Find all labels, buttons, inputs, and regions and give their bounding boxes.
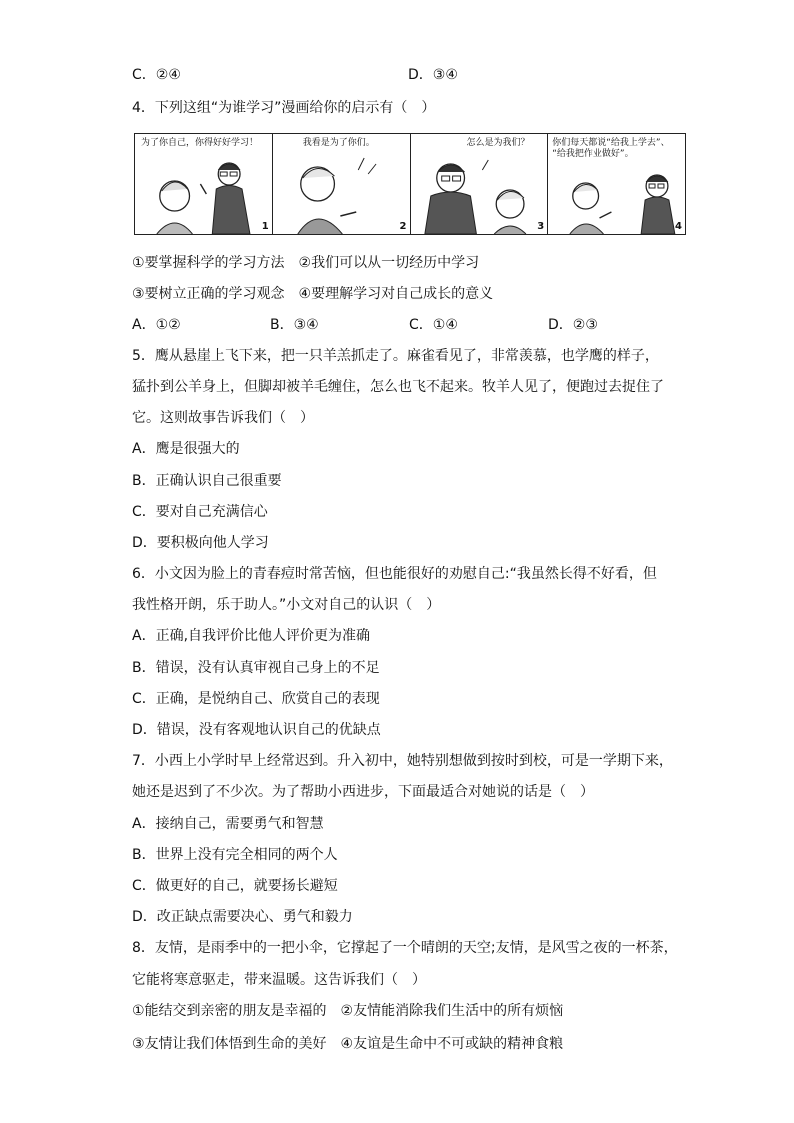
q8-stem-line-1: 8．友情，是雨季中的一把小伞，它撑起了一个晴朗的天空;友情，是风雪之夜的一杯茶， bbox=[132, 940, 678, 956]
comic-drawing-3 bbox=[411, 134, 548, 234]
q7-option-d: D．改正缺点需要决心、勇气和毅力 bbox=[132, 909, 353, 925]
comic-caption-2: 我看是为了你们。 bbox=[302, 138, 375, 148]
comic-drawing-1 bbox=[135, 134, 272, 234]
q6-stem-line-1: 6．小文因为脸上的青春痘时常苦恼，但也能很好的劝慰自己:“我虽然长得不好看，但 bbox=[132, 566, 657, 582]
q4-comic-strip bbox=[134, 133, 686, 235]
comic-number-1: 1 bbox=[261, 221, 269, 232]
q4-statements-1: ①要掌握科学的学习方法 ②我们可以从一切经历中学习 bbox=[132, 255, 480, 271]
q8-statements-2: ③友情让我们体悟到生命的美好 ④友谊是生命中不可或缺的精神食粮 bbox=[132, 1036, 564, 1052]
comic-caption-4b: “给我把作业做好”。 bbox=[552, 149, 634, 159]
q5-option-a: A．鹰是很强大的 bbox=[132, 441, 240, 457]
q4-stem: 4．下列这组“为谁学习”漫画给你的启示有（ ） bbox=[132, 100, 436, 116]
comic-drawing-2 bbox=[273, 134, 410, 234]
comic-caption-1: 为了你自己，你得好好学习！ bbox=[141, 138, 259, 148]
comic-number-3: 3 bbox=[537, 221, 545, 232]
q6-stem-line-2: 我性格开朗，乐于助人。”小文对自己的认识（ ） bbox=[132, 597, 441, 613]
q4-statements-2: ③要树立正确的学习观念 ④要理解学习对自己成长的意义 bbox=[132, 286, 494, 302]
q8-statements-1: ①能结交到亲密的朋友是幸福的 ②友情能消除我们生活中的所有烦恼 bbox=[132, 1003, 564, 1019]
q7-stem-line-2: 她还是迟到了不少次。为了帮助小西进步，下面最适合对她说的话是（ ） bbox=[132, 784, 594, 800]
q4-option-d: D．②③ bbox=[548, 317, 598, 333]
q6-option-b: B．错误，没有认真审视自己身上的不足 bbox=[132, 660, 380, 676]
q5-option-c: C．要对自己充满信心 bbox=[132, 504, 268, 520]
q4-option-c: C．①④ bbox=[409, 317, 458, 333]
q4-option-a: A．①② bbox=[132, 317, 181, 333]
comic-panel-2 bbox=[273, 134, 411, 234]
comic-panel-4 bbox=[548, 134, 685, 234]
q8-stem-line-2: 它能将寒意驱走，带来温暖。这告诉我们（ ） bbox=[132, 972, 426, 988]
comic-caption-4a: 你们每天都说“给我上学去”、 bbox=[552, 138, 670, 148]
q3-option-d: D．③④ bbox=[408, 67, 458, 83]
q5-option-b: B．正确认识自己很重要 bbox=[132, 473, 282, 489]
q6-option-d: D．错误，没有客观地认识自己的优缺点 bbox=[132, 722, 381, 738]
comic-caption-3: 怎么是为我们？ bbox=[466, 138, 530, 148]
comic-panel-3 bbox=[411, 134, 549, 234]
q6-option-a: A．正确,自我评价比他人评价更为准确 bbox=[132, 628, 371, 644]
q4-option-b: B．③④ bbox=[270, 317, 319, 333]
q7-option-b: B．世界上没有完全相同的两个人 bbox=[132, 847, 338, 863]
comic-number-2: 2 bbox=[399, 221, 407, 232]
q7-stem-line-1: 7．小西上小学时早上经常迟到。升入初中，她特别想做到按时到校，可是一学期下来， bbox=[132, 753, 673, 769]
q3-option-c: C．②④ bbox=[132, 67, 181, 83]
q5-stem-line-2: 猛扑到公羊身上，但脚却被羊毛缠住，怎么也飞不起来。牧羊人见了，便跑过去捉住了 bbox=[132, 379, 664, 395]
q5-stem-line-1: 5．鹰从悬崖上飞下来，把一只羊羔抓走了。麻雀看见了，非常羡慕，也学鹰的样子， bbox=[132, 348, 659, 364]
q7-option-a: A．接纳自己，需要勇气和智慧 bbox=[132, 816, 324, 832]
q5-stem-line-3: 它。这则故事告诉我们（ ） bbox=[132, 410, 314, 426]
comic-panel-1 bbox=[135, 134, 273, 234]
comic-number-4: 4 bbox=[675, 221, 682, 232]
q7-option-c: C．做更好的自己，就要扬长避短 bbox=[132, 878, 338, 894]
q5-option-d: D．要积极向他人学习 bbox=[132, 535, 269, 551]
q6-option-c: C．正确，是悦纳自己、欣赏自己的表现 bbox=[132, 691, 380, 707]
